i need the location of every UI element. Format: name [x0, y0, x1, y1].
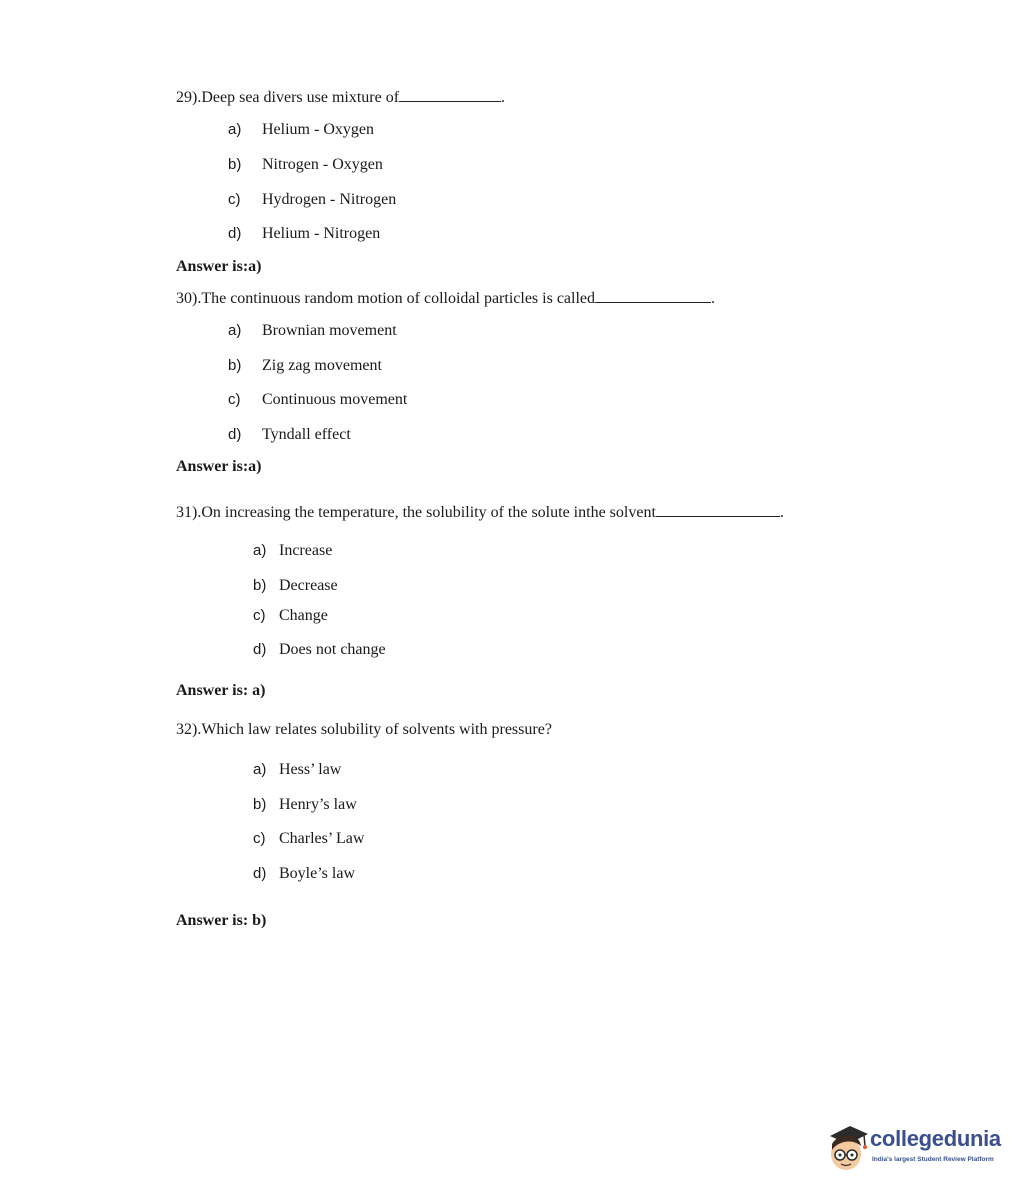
collegedunia-logo	[826, 1120, 1001, 1176]
question-31: 31).On increasing the temperature, the solubility of the solute inthe solvent .	[176, 504, 784, 521]
option-c: c) Continuous movement	[228, 391, 408, 408]
option-c: c) Change	[253, 607, 328, 624]
answer-blank	[399, 87, 501, 102]
option-d: d) Tyndall effect	[228, 426, 351, 443]
option-a: a) Brownian movement	[228, 322, 397, 339]
answer-line: Answer is: b)	[176, 912, 267, 929]
option-c: c) Hydrogen - Nitrogen	[228, 191, 397, 208]
question-text: 30).The continuous random motion of colloidal particles is called	[176, 290, 596, 307]
option-b: b) Nitrogen - Oxygen	[228, 156, 383, 173]
question-32	[176, 721, 552, 739]
option-a: a) Hess’ law	[253, 761, 342, 778]
answer-blank	[595, 288, 711, 303]
option-a: a) Increase	[253, 542, 333, 559]
answer-line: Answer is:a)	[176, 458, 262, 475]
option-b: b) Zig zag movement	[228, 357, 382, 374]
option-d: d) Helium - Nitrogen	[228, 225, 381, 242]
question-30: 30).The continuous random motion of colloidal particles is called .	[176, 290, 716, 307]
question-text: 31).On increasing the temperature, the solubility of the solute inthe solvent	[176, 504, 656, 521]
answer-line: Answer is: a)	[176, 682, 266, 699]
option-d: d) Does not change	[253, 641, 386, 658]
logo-tagline: India's largest Student Review Platform	[872, 1156, 994, 1163]
logo-wordmark: collegedunia	[870, 1126, 1001, 1151]
option-c: c) Charles’ Law	[253, 830, 365, 847]
question-29: 29).Deep sea divers use mixture of .	[176, 89, 506, 106]
answer-blank	[656, 502, 780, 517]
option-b: b) Henry’s law	[253, 796, 357, 813]
question-text: 29).Deep sea divers use mixture of	[176, 89, 400, 106]
option-b: b) Decrease	[253, 577, 338, 594]
option-d: d) Boyle’s law	[253, 865, 355, 882]
student-mascot-icon	[826, 1120, 870, 1174]
option-a: a) Helium - Oxygen	[228, 121, 374, 138]
question-text: 32).Which law relates solubility of solvents with pressure?	[176, 721, 552, 738]
answer-line: Answer is:a)	[176, 258, 262, 275]
